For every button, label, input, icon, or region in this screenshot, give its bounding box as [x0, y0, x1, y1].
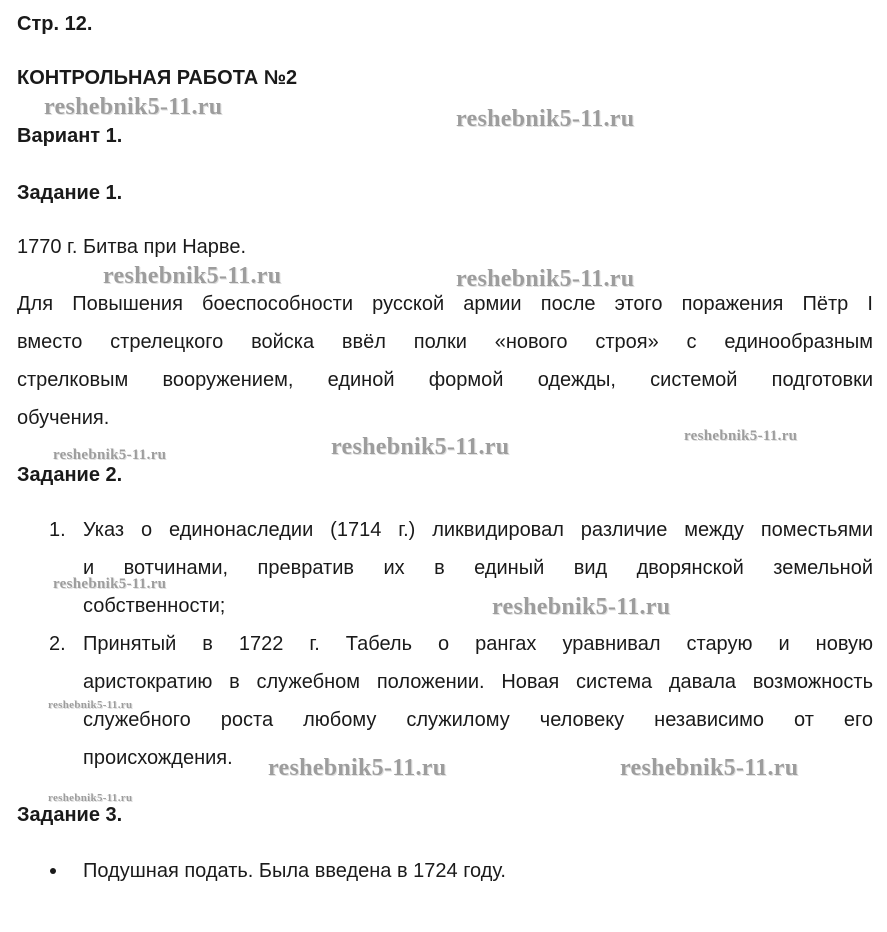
- watermark: reshebnik5-11.ru: [48, 699, 133, 711]
- task1-heading: Задание 1.: [17, 182, 123, 204]
- task1-para-line: Для Повышения боеспособности русской армии после этого поражения Пётр I: [17, 293, 873, 315]
- task1-para-line: стрелковым вооружением, единой формой одежды, системой подготовки: [17, 369, 873, 391]
- watermark: reshebnik5-11.ru: [331, 434, 510, 460]
- watermark: reshebnik5-11.ru: [456, 266, 635, 292]
- task2-item1-line: собственности;: [83, 595, 226, 617]
- watermark: reshebnik5-11.ru: [103, 263, 282, 289]
- watermark: reshebnik5-11.ru: [492, 594, 671, 620]
- task3-item-text: Подушная подать. Была введена в 1724 году.: [83, 860, 506, 882]
- watermark: reshebnik5-11.ru: [48, 792, 133, 804]
- watermark: reshebnik5-11.ru: [44, 94, 223, 120]
- watermark: reshebnik5-11.ru: [456, 106, 635, 132]
- variant-label: Вариант 1.: [17, 125, 123, 147]
- watermark: reshebnik5-11.ru: [684, 428, 798, 444]
- task1-para-line: обучения.: [17, 407, 110, 429]
- watermark: reshebnik5-11.ru: [268, 755, 447, 781]
- task2-item1-line: Указ о единонаследии (1714 г.) ликвидировал различие между поместьями: [83, 519, 873, 541]
- task1-para-line: вместо стрелецкого войска ввёл полки «нового строя» с единообразным: [17, 331, 873, 353]
- task2-item2-line: Принятый в 1722 г. Табель о рангах уравнивал старую и новую: [83, 633, 873, 655]
- task2-item1-line: и вотчинами, превратив их в единый вид дворянской земельной: [83, 557, 873, 579]
- list-marker: 2.: [49, 633, 66, 655]
- task2-item2-line: происхождения.: [83, 747, 233, 769]
- task3-heading: Задание 3.: [17, 804, 123, 826]
- watermark: reshebnik5-11.ru: [620, 755, 799, 781]
- bullet-icon: [50, 868, 56, 874]
- task1-intro: 1770 г. Битва при Нарве.: [17, 236, 247, 258]
- task2-item2-line: аристократию в служебном положении. Новая система давала возможность: [83, 671, 873, 693]
- watermark: reshebnik5-11.ru: [53, 447, 167, 463]
- page-title: КОНТРОЛЬНАЯ РАБОТА №2: [17, 67, 298, 89]
- watermark: reshebnik5-11.ru: [53, 576, 167, 592]
- task2-item2-line: служебного роста любому служилому человеку независимо от его: [83, 709, 873, 731]
- task2-heading: Задание 2.: [17, 464, 123, 486]
- list-marker: 1.: [49, 519, 66, 541]
- page-label: Стр. 12.: [17, 13, 93, 35]
